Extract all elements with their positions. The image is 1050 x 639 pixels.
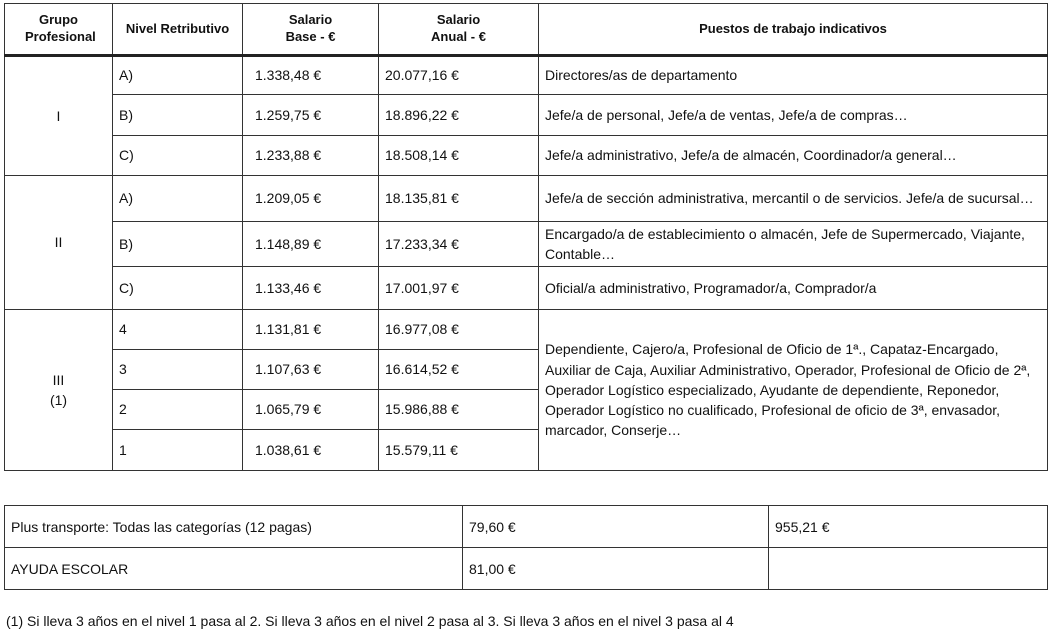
extra-label: AYUDA ESCOLAR — [5, 548, 463, 590]
salario-base-cell: 1.133,46 € — [243, 267, 379, 310]
puestos-cell: Encargado/a de establecimiento o almacén, Jefe de Supermercado, Viajante, Contable… — [539, 222, 1048, 267]
group-name: III — [52, 371, 65, 388]
salario-anual-cell: 18.135,81 € — [379, 176, 539, 222]
header-grupo: Grupo Profesional — [5, 4, 113, 56]
group-cell — [5, 310, 113, 471]
puestos-cell: Dependiente, Cajero/a, Profesional de Oficio de 1ª., Capataz-Encargado, Auxiliar de Caja, Auxiliar Administrativo, Operador, Profesional de Oficio de 2ª, Operador Logístico especializado, Ayudante de dependiente, Reponedor, Operador Logístico no cualificado, Profesional de oficio de 3ª, envasador, marcador, Conserje… — [539, 310, 1048, 471]
table-row — [5, 136, 1048, 176]
salario-anual-cell: 16.977,08 € — [379, 310, 539, 350]
nivel-cell: C) — [113, 136, 243, 176]
extra-label: Plus transporte: Todas las categorías (12 pagas) — [5, 506, 463, 548]
group-note: (1) — [49, 392, 68, 408]
puestos-cell: Oficial/a administrativo, Programador/a, Comprador/a — [539, 267, 1048, 310]
puestos-cell: Jefe/a administrativo, Jefe/a de almacén, Coordinador/a general… — [539, 136, 1048, 176]
salario-base-cell: 1.065,79 € — [243, 390, 379, 430]
table-row — [5, 310, 1048, 350]
salario-base-cell: 1.038,61 € — [243, 430, 379, 471]
puestos-cell: Jefe/a de personal, Jefe/a de ventas, Jefe/a de compras… — [539, 95, 1048, 136]
header-row — [5, 4, 1048, 56]
nivel-cell: B) — [113, 95, 243, 136]
salario-base-cell: 1.338,48 € — [243, 56, 379, 95]
puestos-cell: Jefe/a de sección administrativa, mercantil o de servicios. Jefe/a de sucursal… — [539, 176, 1048, 222]
header-nivel: Nivel Retributivo — [113, 4, 243, 56]
extra-value-monthly: 79,60 € — [463, 506, 769, 548]
salario-anual-cell: 16.614,52 € — [379, 350, 539, 390]
nivel-cell: 3 — [113, 350, 243, 390]
salary-table — [4, 3, 1048, 471]
header-base: Salario Base - € — [243, 4, 379, 56]
nivel-cell: C) — [113, 267, 243, 310]
group-name: II — [54, 234, 63, 251]
salario-base-cell: 1.209,05 € — [243, 176, 379, 222]
salario-anual-cell: 15.986,88 € — [379, 390, 539, 430]
header-puestos: Puestos de trabajo indicativos — [539, 4, 1048, 56]
nivel-cell: 2 — [113, 390, 243, 430]
group-name: I — [56, 107, 61, 124]
footnote: (1) Si lleva 3 años en el nivel 1 pasa al 2. Si lleva 3 años en el nivel 2 pasa al 3. Si lleva 3 años en el nivel 3 pasa al 4 — [6, 613, 734, 629]
group-cell — [5, 56, 113, 176]
salario-anual-cell: 17.233,34 € — [379, 222, 539, 267]
nivel-cell: A) — [113, 56, 243, 95]
salario-anual-cell: 20.077,16 € — [379, 56, 539, 95]
table-row — [5, 56, 1048, 95]
salario-base-cell: 1.259,75 € — [243, 95, 379, 136]
salario-base-cell: 1.107,63 € — [243, 350, 379, 390]
table-row — [5, 176, 1048, 222]
extras-table — [4, 505, 1048, 590]
salario-base-cell: 1.131,81 € — [243, 310, 379, 350]
salario-base-cell: 1.148,89 € — [243, 222, 379, 267]
nivel-cell: B) — [113, 222, 243, 267]
nivel-cell: 1 — [113, 430, 243, 471]
salario-anual-cell: 18.508,14 € — [379, 136, 539, 176]
extra-value-annual — [769, 548, 1048, 590]
nivel-cell: A) — [113, 176, 243, 222]
group-cell — [5, 176, 113, 310]
nivel-cell: 4 — [113, 310, 243, 350]
header-anual: Salario Anual - € — [379, 4, 539, 56]
salario-base-cell: 1.233,88 € — [243, 136, 379, 176]
extra-value-monthly: 81,00 € — [463, 548, 769, 590]
table-row — [5, 267, 1048, 310]
table-row — [5, 222, 1048, 267]
extra-row — [5, 548, 1048, 590]
salario-anual-cell: 17.001,97 € — [379, 267, 539, 310]
table-row — [5, 95, 1048, 136]
extra-value-annual: 955,21 € — [769, 506, 1048, 548]
extra-row — [5, 506, 1048, 548]
salario-anual-cell: 15.579,11 € — [379, 430, 539, 471]
puestos-cell: Directores/as de departamento — [539, 56, 1048, 95]
salario-anual-cell: 18.896,22 € — [379, 95, 539, 136]
